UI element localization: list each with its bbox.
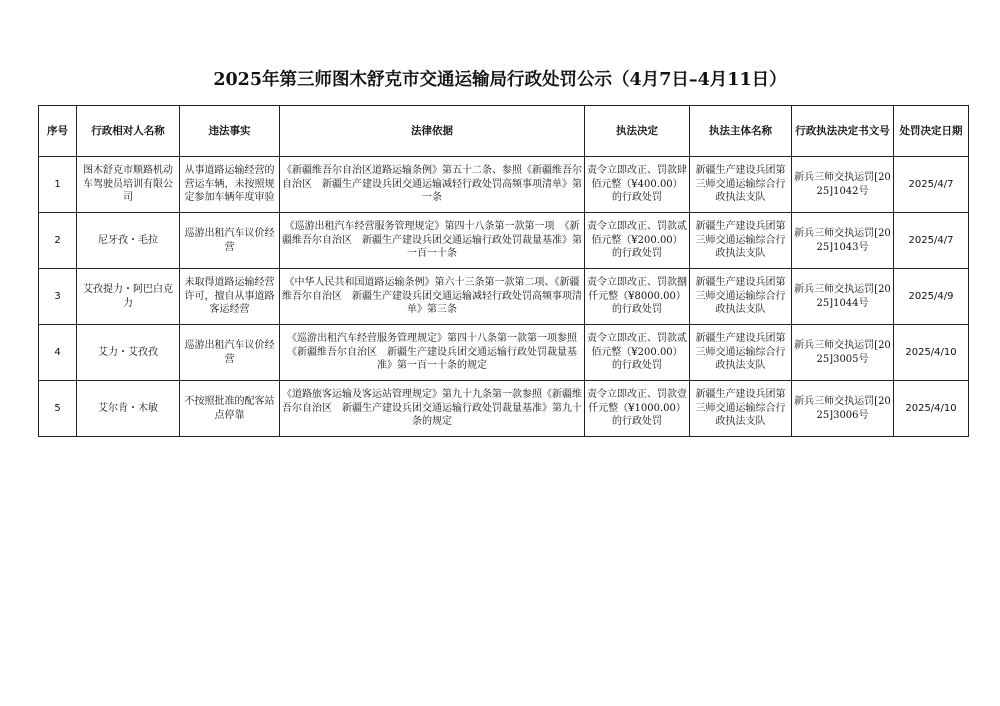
cell-fact: 未取得道路运输经营许可，擅自从事道路客运经营 <box>180 269 280 325</box>
cell-decision: 责令立即改正、罚款贰佰元整（¥200.00）的行政处罚 <box>585 213 690 269</box>
cell-seq: 5 <box>39 381 77 437</box>
cell-decision: 责令立即改正、罚款捌仟元整（¥8000.00）的行政处罚 <box>585 269 690 325</box>
cell-date: 2025/4/7 <box>894 157 969 213</box>
table-row <box>39 269 969 325</box>
cell-doc-no: 新兵三师交执运罚[2025]1044号 <box>792 269 894 325</box>
cell-seq: 1 <box>39 157 77 213</box>
header-fact: 违法事实 <box>180 106 280 157</box>
cell-seq: 4 <box>39 325 77 381</box>
cell-authority: 新疆生产建设兵团第三师交通运输综合行政执法支队 <box>690 157 792 213</box>
cell-date: 2025/4/10 <box>894 325 969 381</box>
cell-date: 2025/4/7 <box>894 213 969 269</box>
header-authority: 执法主体名称 <box>690 106 792 157</box>
table-row <box>39 325 969 381</box>
cell-authority: 新疆生产建设兵团第三师交通运输综合行政执法支队 <box>690 213 792 269</box>
cell-authority: 新疆生产建设兵团第三师交通运输综合行政执法支队 <box>690 269 792 325</box>
penalty-table <box>38 105 969 437</box>
cell-doc-no: 新兵三师交执运罚[2025]3005号 <box>792 325 894 381</box>
cell-party: 艾孜提力・阿巴白克力 <box>77 269 180 325</box>
header-date: 处罚决定日期 <box>894 106 969 157</box>
table-row <box>39 157 969 213</box>
cell-doc-no: 新兵三师交执运罚[2025]1042号 <box>792 157 894 213</box>
cell-decision: 责令立即改正、罚款贰佰元整（¥200.00）的行政处罚 <box>585 325 690 381</box>
cell-seq: 2 <box>39 213 77 269</box>
cell-party: 图木舒克市顺路机动车驾驶员培训有限公司 <box>77 157 180 213</box>
cell-basis: 《中华人民共和国道路运输条例》第六十三条第一款第二项、《新疆维吾尔自治区 新疆生产建设兵团交通运输减轻行政处罚高频事项清单》第三条 <box>280 269 585 325</box>
cell-doc-no: 新兵三师交执运罚[2025]3006号 <box>792 381 894 437</box>
cell-seq: 3 <box>39 269 77 325</box>
cell-fact: 巡游出租汽车议价经营 <box>180 325 280 381</box>
cell-fact: 从事道路运输经营的营运车辆，未按照规定参加车辆年度审验 <box>180 157 280 213</box>
cell-doc-no: 新兵三师交执运罚[2025]1043号 <box>792 213 894 269</box>
cell-basis: 《巡游出租汽车经营服务管理规定》第四十八条第一款第一项参照《新疆维吾尔自治区 新疆生产建设兵团交通运输行政处罚裁量基准》第一百一十条的规定 <box>280 325 585 381</box>
cell-date: 2025/4/9 <box>894 269 969 325</box>
header-decision: 执法决定 <box>585 106 690 157</box>
cell-date: 2025/4/10 <box>894 381 969 437</box>
table-header-row <box>39 106 969 157</box>
cell-party: 艾尔肯・木敏 <box>77 381 180 437</box>
document-title: 2025年第三师图木舒克市交通运输局行政处罚公示（4月7日–4月11日） <box>213 70 787 90</box>
cell-fact: 巡游出租汽车议价经营 <box>180 213 280 269</box>
cell-authority: 新疆生产建设兵团第三师交通运输综合行政执法支队 <box>690 381 792 437</box>
cell-basis: 《巡游出租汽车经营服务管理规定》第四十八条第一款第一项 《新疆维吾尔自治区 新疆生产建设兵团交通运输行政处罚裁量基准》第一百一十条 <box>280 213 585 269</box>
cell-basis: 《新疆维吾尔自治区道路运输条例》第五十二条、参照《新疆维吾尔自治区 新疆生产建设兵团交通运输减轻行政处罚高频事项清单》第一条 <box>280 157 585 213</box>
header-doc-no: 行政执法决定书文号 <box>792 106 894 157</box>
cell-party: 尼牙孜・毛拉 <box>77 213 180 269</box>
cell-authority: 新疆生产建设兵团第三师交通运输综合行政执法支队 <box>690 325 792 381</box>
cell-fact: 不按照批准的配客站点停靠 <box>180 381 280 437</box>
cell-party: 艾力・艾孜孜 <box>77 325 180 381</box>
cell-basis: 《道路旅客运输及客运站管理规定》第九十九条第一款参照《新疆维吾尔自治区 新疆生产建设兵团交通运输行政处罚裁量基准》第九十条的规定 <box>280 381 585 437</box>
table-row <box>39 381 969 437</box>
header-party: 行政相对人名称 <box>77 106 180 157</box>
header-seq: 序号 <box>39 106 77 157</box>
table-row <box>39 213 969 269</box>
cell-decision: 责令立即改正、罚款壹仟元整（¥1000.00）的行政处罚 <box>585 381 690 437</box>
cell-decision: 责令立即改正、罚款肆佰元整（¥400.00）的行政处罚 <box>585 157 690 213</box>
header-basis: 法律依据 <box>280 106 585 157</box>
